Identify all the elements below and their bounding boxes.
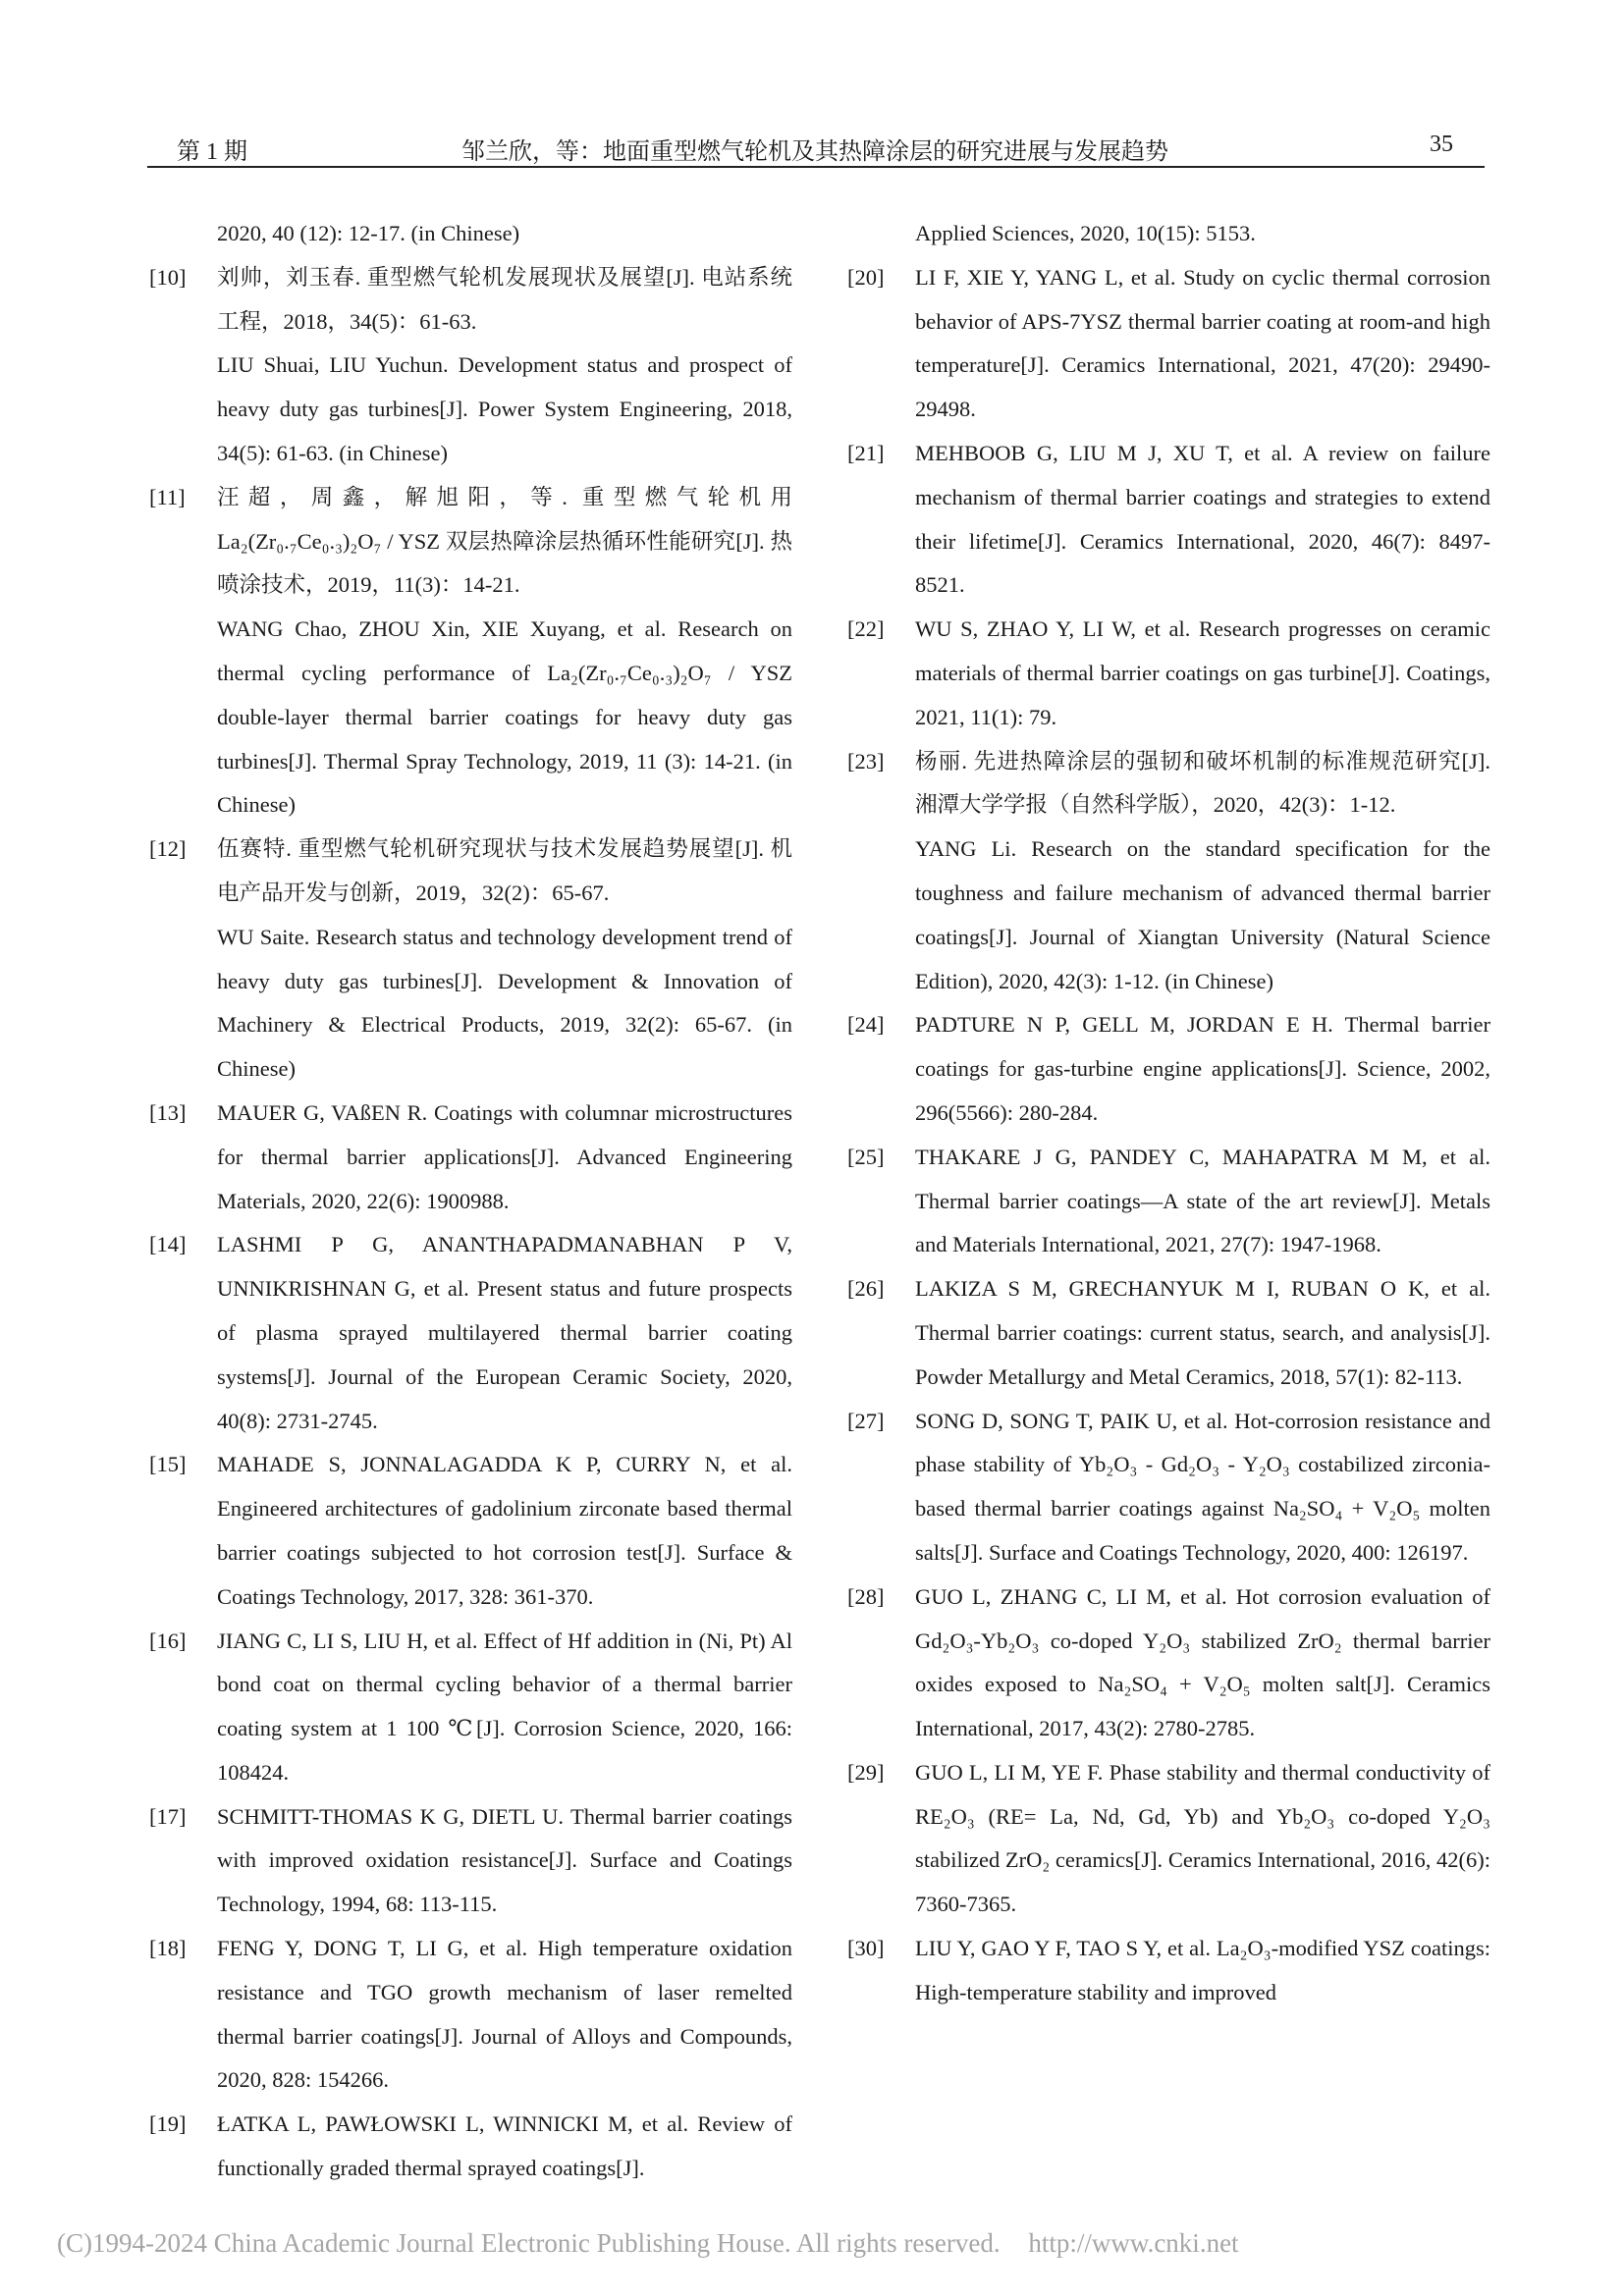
reference-entry [149,212,792,256]
reference-text: MAHADE S, JONNALAGADDA K P, CURRY N, et al. Engineered architectures of gadolinium zirconate based thermal barrier coatings subjected to hot corrosion test[J]. Surface & Coatings Technology, 2017, 328: 361-370. [217,1452,792,1609]
reference-text: WU Saite. Research status and technology development trend of heavy duty gas turbines[J]. Development & Innovation of Machinery & Electrical Products, 2019, 32(2): 65-67. (in Chinese) [217,924,792,1082]
reference-column-left [149,212,792,2191]
reference-number: [20] [847,264,885,290]
reference-text: 伍赛特. 重型燃气轮机研究现状与技术发展趋势展望[J]. 机电产品开发与创新，2019，32(2)：65-67. [217,836,792,905]
reference-text: LASHMI P G, ANANTHAPADMANABHAN P V, UNNIKRISHNAN G, et al. Present status and future prospects of plasma sprayed multilayered thermal barrier coating systems[J]. Journal of the European Ceramic Society, 2020, 40(8): 2731-2745. [217,1232,792,1433]
reference-entry [847,1136,1490,1267]
reference-column-right [847,212,1490,2015]
reference-entry [847,212,1490,256]
reference-number: [19] [149,2111,187,2137]
reference-text: PADTURE N P, GELL M, JORDAN E H. Thermal barrier coatings for gas-turbine engine applications[J]. Science, 2002, 296(5566): 280-284. [915,1012,1490,1125]
reference-entry [149,1092,792,1223]
reference-entry [847,1575,1490,1751]
reference-entry [149,1927,792,2103]
reference-text: THAKARE J G, PANDEY C, MAHAPATRA M M, et al. Thermal barrier coatings—A state of the art review[J]. Metals and Materials International, 2021, 27(7): 1947-1968. [915,1144,1490,1257]
reference-entry [847,740,1490,1004]
reference-entry [847,608,1490,739]
reference-entry [149,1620,792,1795]
reference-number: [27] [847,1408,885,1433]
reference-text: 汪超，周鑫，解旭阳，等. 重型燃气轮机用 La₂(Zr₀.₇Ce₀.₃)₂O₇ / YSZ 双层热障涂层热循环性能研究[J]. 热喷涂技术，2019，11(3)：14-21. [217,484,792,598]
reference-number: [14] [149,1232,187,1257]
issue-number: 第 1 期 [177,139,247,165]
reference-entry [847,1400,1490,1575]
reference-entry [847,1003,1490,1135]
reference-text: MEHBOOB G, LIU M J, XU T, et al. A review on failure mechanism of thermal barrier coatings and strategies to extend their lifetime[J]. Ceramics International, 2020, 46(7): 8497-8521. [915,440,1490,598]
reference-text: LAKIZA S M, GRECHANYUK M I, RUBAN O K, et al. Thermal barrier coatings: current status, search, and analysis[J]. Powder Metallurgy and Metal Ceramics, 2018, 57(1): 82-113. [915,1276,1490,1389]
reference-text: YANG Li. Research on the standard specification for the toughness and failure mechanism of advanced thermal barrier coatings[J]. Journal of Xiangtan University (Natural Science Edition), 2020, 42(3): 1-12. (in Chinese) [915,836,1490,993]
reference-text: ŁATKA L, PAWŁOWSKI L, WINNICKI M, et al. Review of functionally graded thermal sprayed coatings[J]. [217,2111,792,2181]
reference-number: [30] [847,1936,885,1961]
reference-entry [149,256,792,476]
header-rule [147,166,1485,168]
copyright-footer [57,2228,1239,2259]
reference-entry [847,1267,1490,1399]
reference-entry [149,828,792,1092]
reference-text: SONG D, SONG T, PAIK U, et al. Hot-corrosion resistance and phase stability of Yb₂O₃ - Gd₂O₃ - Y₂O₃ costabilized zirconia-based thermal barrier coatings against Na₂SO₄ + V₂O₅ molten salts[J]. Surface and Coatings Technology, 2020, 400: 126197. [915,1408,1490,1565]
reference-text: GUO L, ZHANG C, LI M, et al. Hot corrosion evaluation of Gd₂O₃-Yb₂O₃ co-doped Y₂O₃ stabilized ZrO₂ thermal barrier oxides exposed to Na₂SO₄ + V₂O₅ molten salt[J]. Ceramics International, 2017, 43(2): 2780-2785. [915,1583,1490,1741]
reference-text: 刘帅，刘玉春. 重型燃气轮机发展现状及展望[J]. 电站系统工程，2018，34(5)：61-63. [217,264,792,334]
reference-text: MAUER G, VAßEN R. Coatings with columnar microstructures for thermal barrier applications[J]. Advanced Engineering Materials, 2020, 22(6): 1900988. [217,1099,792,1213]
copyright-text: (C)1994-2024 China Academic Journal Electronic Publishing House. All rights reserved. [57,2228,1001,2258]
reference-text: LIU Y, GAO Y F, TAO S Y, et al. La₂O₃-modified YSZ coatings: High-temperature stability and improved [915,1936,1490,2004]
reference-number: [25] [847,1144,885,1169]
reference-entry [149,1223,792,1443]
running-header [147,126,1483,165]
reference-number: [11] [149,484,186,509]
reference-number: [17] [149,1803,187,1829]
reference-text: LIU Shuai, LIU Yuchun. Development status and prospect of heavy duty gas turbines[J]. Power System Engineering, 2018, 34(5): 61-63. (in Chinese) [217,352,792,465]
reference-number: [13] [149,1099,187,1125]
reference-text: 2020, 40 (12): 12-17. (in Chinese) [217,221,520,245]
reference-entry [149,2103,792,2191]
reference-number: [15] [149,1452,187,1477]
reference-number: [24] [847,1012,885,1038]
reference-entry [847,256,1490,432]
reference-text: JIANG C, LI S, LIU H, et al. Effect of Hf addition in (Ni, Pt) Al bond coat on thermal cycling behavior of a thermal barrier coating system at 1 100 ℃[J]. Corrosion Science, 2020, 166: 108424. [217,1628,792,1785]
reference-text: WU S, ZHAO Y, LI W, et al. Research progresses on ceramic materials of thermal barrier coatings on gas turbine[J]. Coatings, 2021, 11(1): 79. [915,616,1490,729]
reference-text: SCHMITT-THOMAS K G, DIETL U. Thermal barrier coatings with improved oxidation resistance[J]. Surface and Coatings Technology, 1994, 68: 113-115. [217,1803,792,1917]
reference-text: WANG Chao, ZHOU Xin, XIE Xuyang, et al. Research on thermal cycling performance of La₂(Zr₀.₇Ce₀.₃)₂O₇ / YSZ double-layer thermal barrier coatings for heavy duty gas turbines[J]. Thermal Spray Technology, 2019, 11 (3): 14-21. (in Chinese) [217,616,792,818]
reference-entry [847,1927,1490,2015]
reference-entry [847,432,1490,608]
reference-number: [26] [847,1276,885,1302]
reference-text: 杨丽. 先进热障涂层的强韧和破坏机制的标准规范研究[J]. 湘潭大学学报（自然科学版），2020，42(3)：1-12. [915,748,1490,818]
reference-entry [149,1443,792,1619]
reference-entry [149,1795,792,1927]
reference-text: LI F, XIE Y, YANG L, et al. Study on cyclic thermal corrosion behavior of APS-7YSZ thermal barrier coating at room-and high temperature[J]. Ceramics International, 2021, 47(20): 29490-29498. [915,264,1490,422]
page-number: 35 [1430,132,1453,157]
reference-number: [12] [149,836,187,862]
reference-number: [28] [847,1583,885,1609]
reference-number: [23] [847,748,885,774]
reference-number: [16] [149,1628,187,1653]
reference-text: FENG Y, DONG T, LI G, et al. High temperature oxidation resistance and TGO growth mechanism of laser remelted thermal barrier coatings[J]. Journal of Alloys and Compounds, 2020, 828: 154266. [217,1936,792,2093]
reference-number: [21] [847,440,885,465]
reference-number: [22] [847,616,885,642]
reference-number: [18] [149,1936,187,1961]
reference-number: [29] [847,1759,885,1785]
reference-entry [149,476,792,828]
reference-text: Applied Sciences, 2020, 10(15): 5153. [915,221,1256,245]
cnki-link[interactable]: http://www.cnki.net [1028,2228,1239,2258]
reference-entry [847,1751,1490,1927]
running-title: 邹兰欣，等：地面重型燃气轮机及其热障涂层的研究进展与发展趋势 [461,139,1168,165]
reference-text: GUO L, LI M, YE F. Phase stability and thermal conductivity of RE₂O₃ (RE= La, Nd, Gd, Yb) and Yb₂O₃ co-doped Y₂O₃ stabilized ZrO₂ ceramics[J]. Ceramics International, 2016, 42(6): 7360-7365. [915,1759,1490,1917]
reference-number: [10] [149,264,187,290]
